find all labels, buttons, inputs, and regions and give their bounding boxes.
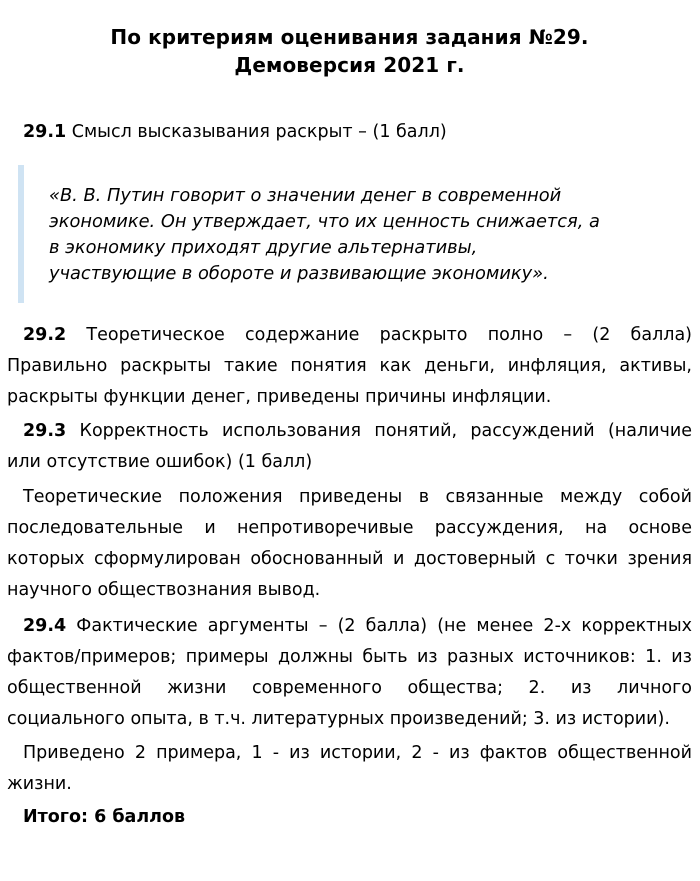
quote-line: участвующие в обороте и развивающие экономику». (49, 263, 549, 284)
examples-paragraph: Приведено 2 примера, 1 - из истории, 2 - из фактов общественной жизни. (7, 743, 692, 794)
quote-line: экономике. Он утверждает, что их ценность снижается, а (49, 211, 600, 232)
document-title (7, 23, 692, 79)
criterion-number: 29.2 (23, 325, 67, 345)
criterion-29-4 (7, 611, 692, 735)
criterion-text: Корректность использования понятий, рассуждений (наличие или отсутствие ошибок) (1 балл) (7, 421, 692, 472)
criterion-text: Теоретическое содержание раскрыто полно – (2 балла) Правильно раскрыты такие понятия как деньги, инфляция, активы, раскрыты функции денег, приведены причины инфляции. (7, 325, 692, 407)
quote-block (18, 165, 692, 303)
quote-line: «В. В. Путин говорит о значении денег в современной (49, 185, 562, 206)
title-line-2: Демоверсия 2021 г. (234, 53, 465, 77)
criterion-number: 29.3 (23, 421, 67, 441)
total-score: Итого: 6 баллов (23, 807, 186, 827)
criterion-number: 29.1 (23, 122, 67, 142)
document-page (0, 23, 700, 831)
criterion-29-1 (7, 117, 692, 148)
criterion-text: Фактические аргументы – (2 балла) (не менее 2-х корректных фактов/примеров; примеры должны быть из разных источников: 1. из общественной жизни современного общества; 2. из личного социального опыта, в т.ч. литературных произведений; 3. из истории). (7, 616, 692, 729)
criterion-29-3 (7, 416, 692, 478)
criterion-number: 29.4 (23, 616, 67, 636)
quote-line: в экономику приходят другие альтернативы, (49, 237, 478, 258)
criterion-29-2 (7, 320, 692, 413)
criterion-text: Смысл высказывания раскрыт – (1 балл) (66, 122, 447, 142)
title-line-1: По критериям оценивания задания №29. (110, 25, 589, 49)
reasoning-paragraph: Теоретические положения приведены в связанные между собой последовательные и непротиворечивые рассуждения, на основе которых сформулирован обоснованный и достоверный с точки зрения научного обществознания вывод. (7, 487, 692, 600)
